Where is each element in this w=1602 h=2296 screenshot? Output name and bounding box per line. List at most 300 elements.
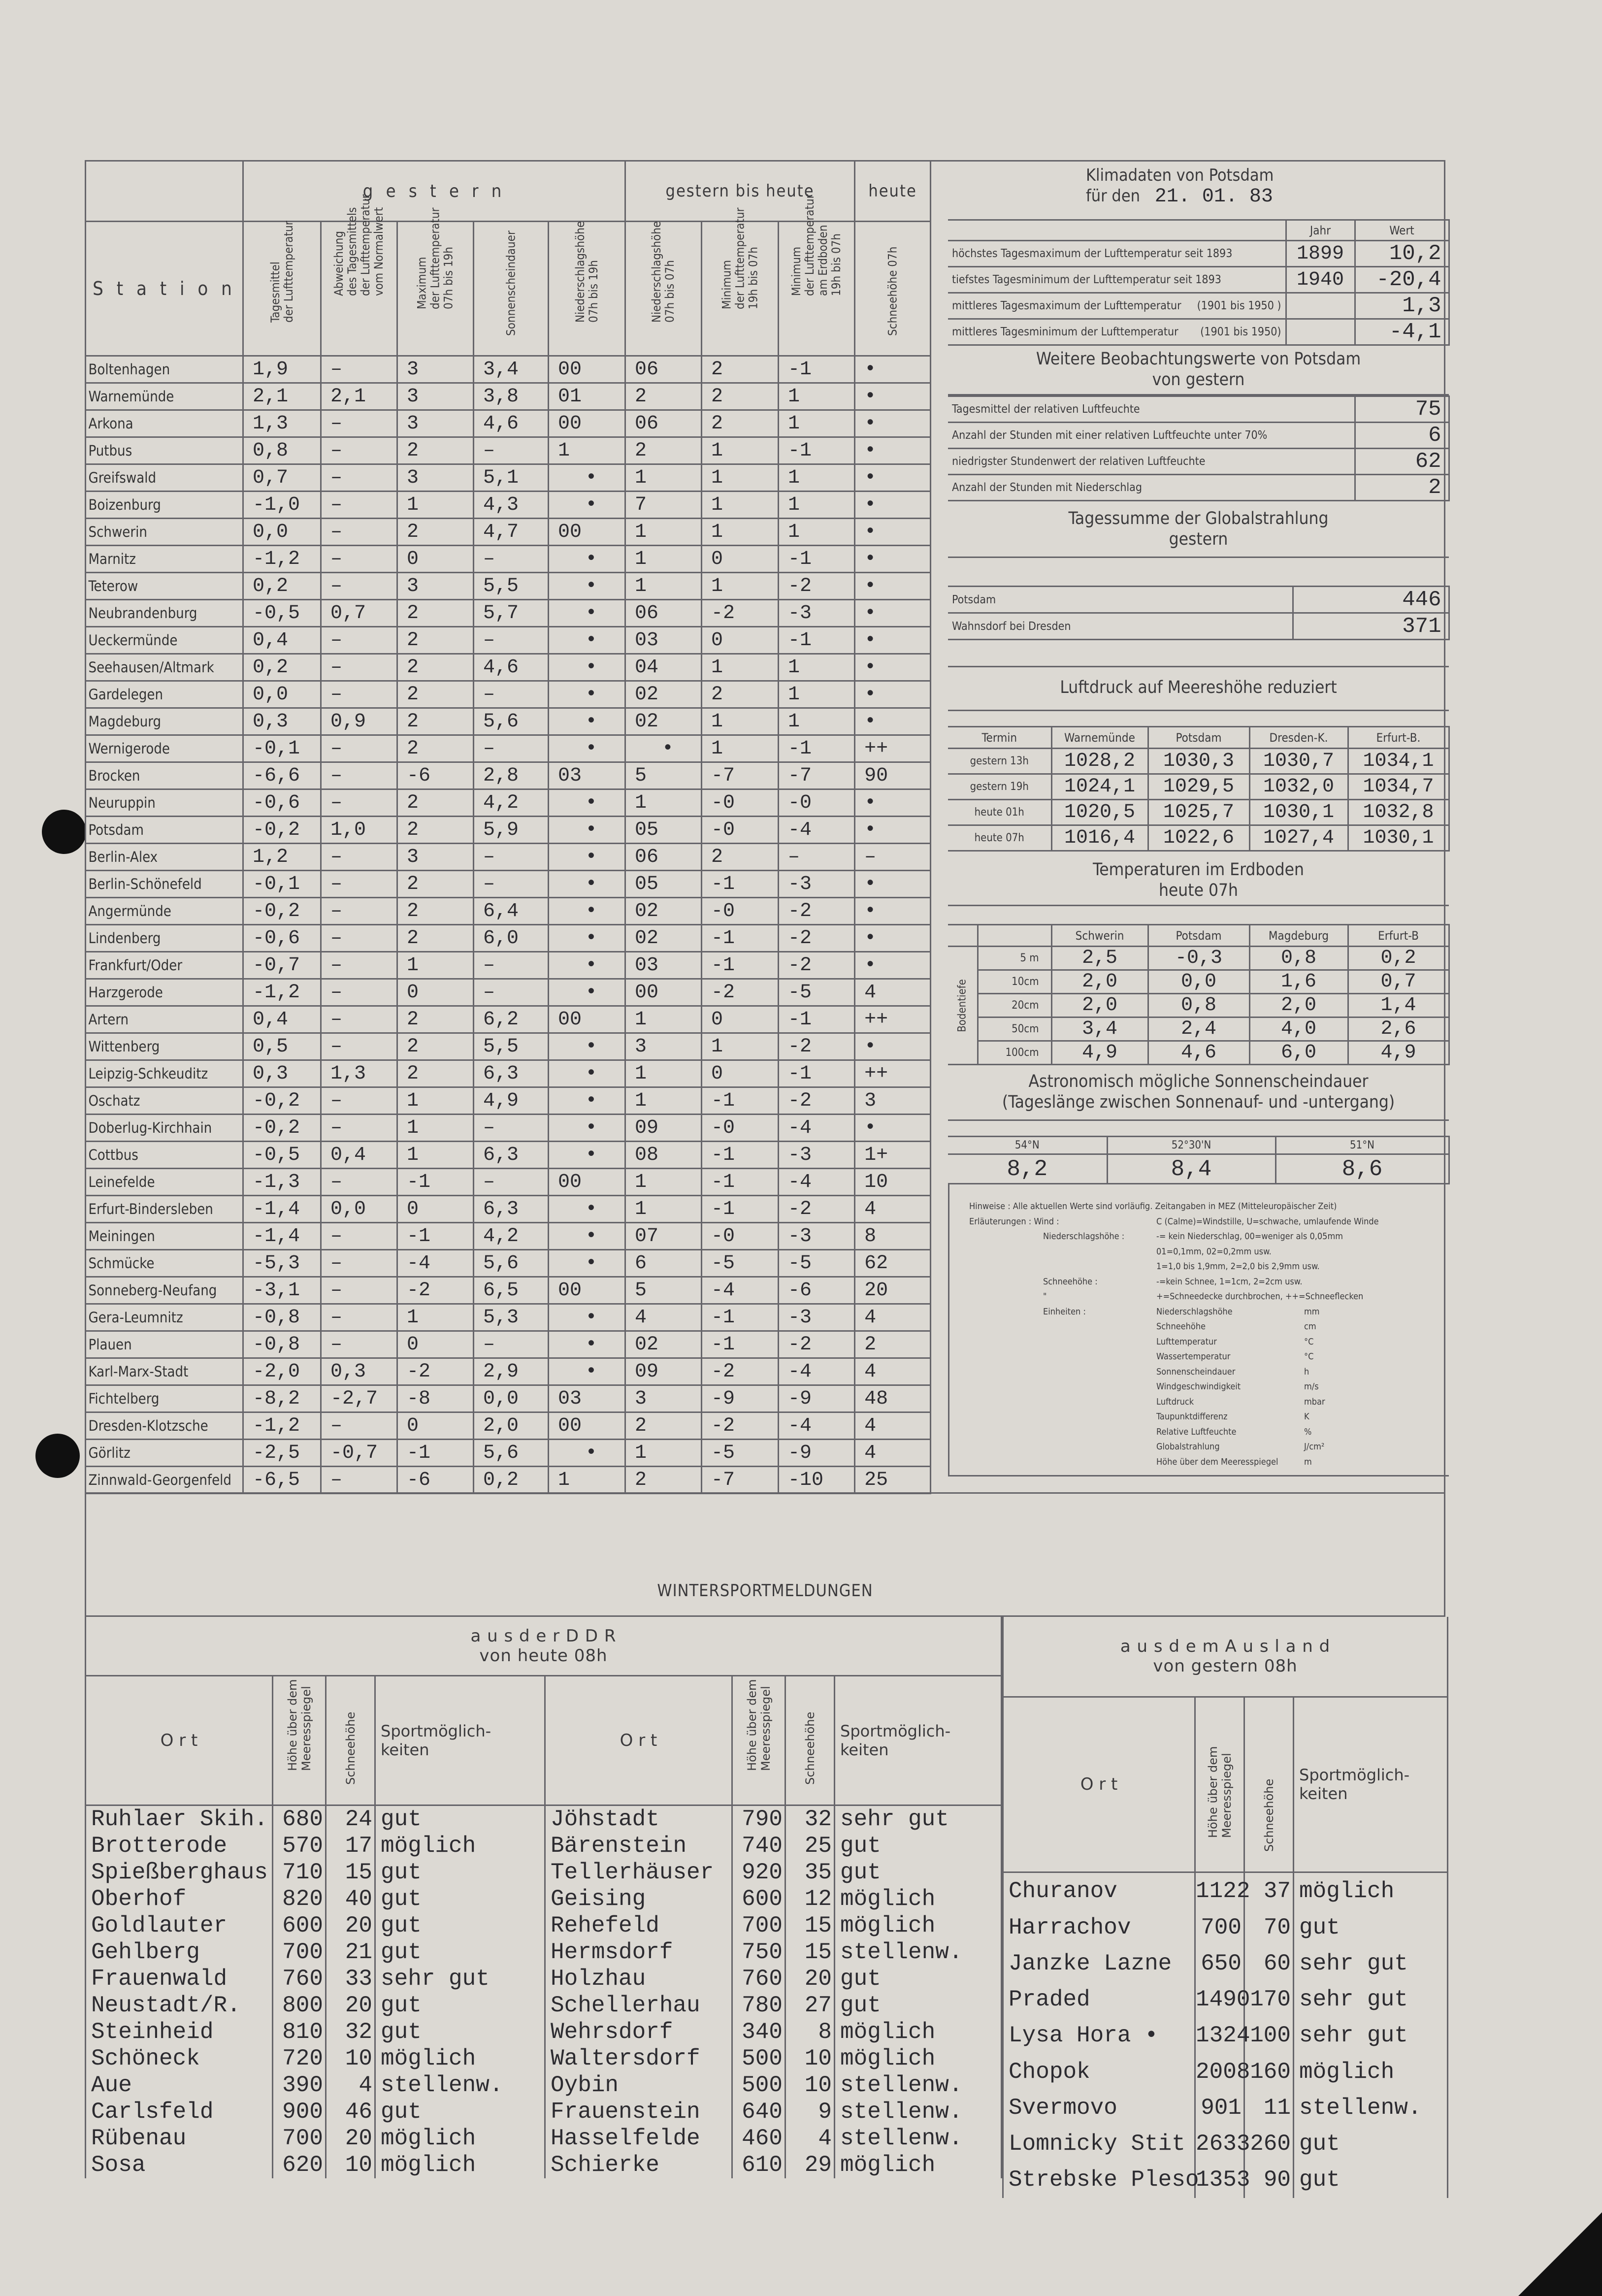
table-cell: 1 [625, 1440, 702, 1467]
number-cell: 70 [1244, 1909, 1294, 1945]
hinweis-text: Taupunktdifferenz [1156, 1411, 1228, 1422]
hinweis-line [949, 1214, 1447, 1230]
number-cell: 740 [732, 1833, 785, 1859]
sonne-value: 8,4 [1107, 1154, 1275, 1184]
table-row [86, 1169, 931, 1196]
table-cell: • [855, 654, 931, 681]
wintersport-row [86, 2019, 1002, 2045]
sonne-header-cell: 51°N [1275, 1137, 1449, 1154]
table-cell: 6,3 [474, 1196, 549, 1223]
number-cell: 1353 [1195, 2162, 1244, 2198]
sport-value: gut [1294, 2126, 1448, 2162]
table-cell: 2 [702, 383, 779, 410]
hinweis-unit: °C [1304, 1336, 1314, 1347]
number-cell: 170 [1244, 1982, 1294, 2018]
table-cell: 1 [702, 437, 779, 464]
col-header: Niederschlagshöhe 07h bis 07h [625, 222, 702, 356]
global-label: Potsdam [948, 587, 1293, 613]
number-cell: 10 [326, 2045, 375, 2072]
hinweis-unit: K [1304, 1411, 1309, 1422]
table-row [86, 979, 931, 1006]
table-row [86, 817, 931, 844]
sport-value: möglich [835, 2045, 1002, 2072]
table-cell: 1+ [855, 1142, 931, 1169]
table-cell: – [321, 356, 397, 383]
table-cell: • [549, 1087, 625, 1115]
table-cell: -5,3 [243, 1250, 321, 1277]
table-cell: • [549, 1358, 625, 1385]
hinweis-unit: h [1304, 1366, 1309, 1377]
global-row [948, 613, 1449, 640]
table-cell: – [321, 1331, 397, 1358]
luftdruck-value: 1025,7 [1148, 800, 1249, 825]
sport-value: gut [375, 2099, 545, 2125]
table-cell: – [321, 654, 397, 681]
table-row [86, 1358, 931, 1385]
table-cell: -1,4 [243, 1196, 321, 1223]
number-cell: 100 [1244, 2018, 1294, 2054]
table-cell: 0 [397, 546, 474, 573]
station-name: Berlin-Schönefeld [86, 871, 243, 898]
sport-value: möglich [1294, 1872, 1448, 1909]
sport-value: möglich [375, 2125, 545, 2152]
table-cell: 5,9 [474, 817, 549, 844]
table-cell: 1,3 [321, 1060, 397, 1087]
table-cell: – [321, 1115, 397, 1142]
station-name: Zinnwald-Georgenfeld [86, 1467, 243, 1494]
klimadaten-label [948, 241, 1286, 267]
wintersport-title: WINTERSPORTMELDUNGEN [85, 1566, 1445, 1617]
ort-name: Hermsdorf [545, 1939, 732, 1966]
hinweis-text: -=kein Schnee, 1=1cm, 2=2cm usw. [1156, 1276, 1303, 1287]
table-cell: -2 [779, 925, 855, 952]
table-cell: 4 [855, 1196, 931, 1223]
erdboden-header-cell: Magdeburg [1249, 925, 1348, 947]
luftdruck-value: 1030,1 [1249, 800, 1348, 825]
table-cell: – [474, 681, 549, 708]
table-cell: 0,0 [243, 519, 321, 546]
erdboden-row [948, 1041, 1449, 1065]
table-cell: 5,6 [474, 708, 549, 735]
table-cell: -1 [397, 1223, 474, 1250]
number-cell: 570 [273, 1833, 326, 1859]
table-cell: • [549, 1142, 625, 1169]
table-cell: 4 [855, 1358, 931, 1385]
hinweis-text: +=Schneedecke durchbrochen, ++=Schneeflecken [1156, 1291, 1364, 1302]
hinweis-text: Höhe über dem Meeresspiegel [1156, 1456, 1278, 1467]
ort-name: Steinheid [86, 2019, 273, 2045]
luftdruck-header-cell: Potsdam [1148, 727, 1249, 749]
number-cell: 15 [785, 1939, 835, 1966]
ort-name: Gehlberg [86, 1939, 273, 1966]
table-cell: 3 [397, 464, 474, 492]
table-row [86, 1006, 931, 1033]
number-cell: 15 [326, 1859, 375, 1886]
station-name: Lindenberg [86, 925, 243, 952]
col-header: Minimum der Lufttemperatur 19h bis 07h [702, 222, 779, 356]
col-header: Tagesmittel der Lufttemperatur [243, 222, 321, 356]
table-row [86, 654, 931, 681]
klimadaten-year [1286, 293, 1355, 319]
table-cell: – [321, 492, 397, 519]
table-cell: -2 [779, 1033, 855, 1060]
table-cell: • [855, 437, 931, 464]
number-cell: 780 [732, 1992, 785, 2019]
hinweis-unit: m [1304, 1456, 1312, 1467]
erdboden-side-text: Bodentiefe [956, 979, 969, 1032]
sport-value: stellenw. [835, 2125, 1002, 2152]
erdboden-value: 2,0 [1249, 994, 1348, 1017]
erdboden-header-cell: Potsdam [1148, 925, 1249, 947]
table-cell: 5,1 [474, 464, 549, 492]
station-name: Warnemünde [86, 383, 243, 410]
table-cell: 1,2 [243, 844, 321, 871]
sport-value: sehr gut [375, 1966, 545, 1992]
wintersport-row [86, 1992, 1002, 2019]
table-cell: • [549, 1115, 625, 1142]
table-cell: 08 [625, 1142, 702, 1169]
table-cell: -1 [702, 1196, 779, 1223]
number-cell: 20 [326, 1912, 375, 1939]
table-cell: 2 [397, 925, 474, 952]
table-row [86, 789, 931, 817]
table-cell: -2 [702, 979, 779, 1006]
klimadaten-label [948, 319, 1286, 345]
table-cell: 1 [702, 464, 779, 492]
klimadaten-value: -20,4 [1355, 267, 1449, 293]
hinweis-line [949, 1349, 1447, 1365]
table-row [86, 681, 931, 708]
number-cell: 46 [326, 2099, 375, 2125]
table-cell: -9 [702, 1385, 779, 1412]
table-cell: 0,0 [474, 1385, 549, 1412]
table-cell: 2,1 [321, 383, 397, 410]
station-name: Marnitz [86, 546, 243, 573]
table-cell: 2 [397, 681, 474, 708]
erdboden-row [948, 1017, 1449, 1041]
table-cell: – [321, 735, 397, 762]
table-row [86, 573, 931, 600]
table-cell: • [549, 979, 625, 1006]
table-cell: 00 [549, 1006, 625, 1033]
table-cell: 6,5 [474, 1277, 549, 1304]
table-cell: 1 [625, 546, 702, 573]
schnee-header [1244, 1697, 1294, 1872]
table-cell: • [855, 464, 931, 492]
table-cell: 0,0 [321, 1196, 397, 1223]
hinweis-text: Schneehöhe [1156, 1321, 1206, 1332]
ort-name: Svermovo [1003, 2090, 1195, 2126]
ort-name: Rübenau [86, 2125, 273, 2152]
wintersport-row [86, 2072, 1002, 2099]
erdboden-depth: 20cm [978, 994, 1051, 1017]
sport-value: gut [835, 1966, 1002, 1992]
table-cell: -2,5 [243, 1440, 321, 1467]
table-cell: -3,1 [243, 1277, 321, 1304]
table-cell: 1 [779, 681, 855, 708]
table-cell: 0,4 [243, 1006, 321, 1033]
table-cell: – [321, 1223, 397, 1250]
table-cell: • [855, 952, 931, 979]
hinweis-text: Luftdruck [1156, 1396, 1194, 1407]
erdboden-header [948, 852, 1449, 906]
table-cell: 2 [397, 1033, 474, 1060]
table-cell: • [549, 952, 625, 979]
hoehe-header [273, 1676, 326, 1805]
table-cell: – [474, 546, 549, 573]
table-cell: -2 [779, 1196, 855, 1223]
table-cell: – [321, 762, 397, 789]
hinweis-line [949, 1259, 1447, 1275]
table-cell: 2 [702, 356, 779, 383]
table-cell: -1 [779, 627, 855, 654]
global-label: Wahnsdorf bei Dresden [948, 613, 1293, 640]
sonne-table [948, 1136, 1450, 1184]
erdboden-value: 4,0 [1249, 1017, 1348, 1041]
wintersport-row [86, 2125, 1002, 2152]
table-cell: -3 [779, 871, 855, 898]
table-row [86, 546, 931, 573]
table-cell: • [549, 464, 625, 492]
hoehe-header-text: Höhe über dem Meeresspiegel [1206, 1746, 1234, 1838]
sport-value: möglich [835, 2019, 1002, 2045]
hinweis-line [949, 1440, 1447, 1455]
table-cell: • [549, 654, 625, 681]
ort-name: Oberhof [86, 1886, 273, 1912]
erdboden-depth: 50cm [978, 1017, 1051, 1041]
table-cell: • [625, 735, 702, 762]
number-cell: 600 [273, 1912, 326, 1939]
hinweis-text: Sonnenscheindauer [1156, 1366, 1236, 1377]
table-cell: – [321, 844, 397, 871]
table-cell: -0 [779, 789, 855, 817]
hinweis-label: Niederschlagshöhe : [1043, 1231, 1125, 1242]
table-cell: 1,0 [321, 817, 397, 844]
erdboden-value: 2,6 [1348, 1017, 1449, 1041]
sport-value: gut [1294, 2162, 1448, 2198]
station-name: Ueckermünde [86, 627, 243, 654]
schnee-header [326, 1676, 375, 1805]
erdboden-depth: 10cm [978, 970, 1051, 994]
number-cell: 500 [732, 2045, 785, 2072]
luftdruck-value: 1030,3 [1148, 749, 1249, 774]
number-cell: 4 [326, 2072, 375, 2099]
table-cell: 07 [625, 1223, 702, 1250]
klimadaten-range: (1901 bis 1950 ) [1197, 299, 1281, 312]
number-cell: 700 [732, 1912, 785, 1939]
table-cell: 1 [625, 1196, 702, 1223]
table-cell: 2 [397, 789, 474, 817]
erdboden-corner [948, 925, 978, 947]
sport-value: sehr gut [1294, 1982, 1448, 2018]
schnee-header-text: Schneehöhe [1262, 1779, 1276, 1852]
table-cell: 00 [549, 519, 625, 546]
table-cell: 6,4 [474, 898, 549, 925]
table-cell: 25 [855, 1467, 931, 1494]
number-cell: 10 [326, 2152, 375, 2178]
table-row [86, 952, 931, 979]
station-name: Doberlug-Kirchhain [86, 1115, 243, 1142]
table-cell: -10 [779, 1467, 855, 1494]
erdboden-value: 2,4 [1148, 1017, 1249, 1041]
station-name: Potsdam [86, 817, 243, 844]
station-name: Magdeburg [86, 708, 243, 735]
wintersport-row [86, 1966, 1002, 1992]
table-cell: 2 [625, 1412, 702, 1440]
table-row [86, 1440, 931, 1467]
table-row [86, 1142, 931, 1169]
table-cell: – [474, 735, 549, 762]
table-cell: 1 [779, 519, 855, 546]
table-cell: -1 [702, 952, 779, 979]
table-cell: -1 [702, 1142, 779, 1169]
klimadaten-value: 1,3 [1355, 293, 1449, 319]
table-cell: 6,0 [474, 925, 549, 952]
luftdruck-termin: gestern 13h [948, 749, 1051, 774]
luftdruck-header-cell: Erfurt-B. [1348, 727, 1449, 749]
ort-name: Oybin [545, 2072, 732, 2099]
luftdruck-value: 1029,5 [1148, 774, 1249, 800]
global-value: 371 [1293, 613, 1449, 640]
table-cell: -3 [779, 1142, 855, 1169]
station-name: Greifswald [86, 464, 243, 492]
table-cell: • [855, 410, 931, 437]
table-cell: 6 [625, 1250, 702, 1277]
klimadaten-label [948, 267, 1286, 293]
table-cell: 4,9 [474, 1087, 549, 1115]
sport-value: sehr gut [1294, 2018, 1448, 2054]
number-cell: 810 [273, 2019, 326, 2045]
number-cell: 25 [785, 1833, 835, 1859]
table-cell: 20 [855, 1277, 931, 1304]
table-cell: -1 [702, 1304, 779, 1331]
table-cell: – [321, 1006, 397, 1033]
table-cell: -2,7 [321, 1385, 397, 1412]
ort-header: O r t [1003, 1697, 1195, 1872]
table-cell: 1 [397, 952, 474, 979]
wintersport-row [1003, 2162, 1448, 2198]
number-cell: 340 [732, 2019, 785, 2045]
number-cell: 32 [326, 2019, 375, 2045]
ort-name: Geising [545, 1886, 732, 1912]
station-name: Putbus [86, 437, 243, 464]
hinweis-unit: cm [1304, 1321, 1316, 1332]
table-cell: -1 [702, 925, 779, 952]
table-cell: 1 [397, 1304, 474, 1331]
weitere-subtitle: von gestern [1152, 370, 1245, 390]
table-cell: 5,3 [474, 1304, 549, 1331]
table-cell: 01 [549, 383, 625, 410]
table-cell: 2 [397, 898, 474, 925]
number-cell: 33 [326, 1966, 375, 1992]
table-cell: 1 [625, 519, 702, 546]
weitere-row [948, 449, 1449, 475]
sport-value: gut [835, 1859, 1002, 1886]
table-cell: -4 [779, 1412, 855, 1440]
number-cell: 11 [1244, 2090, 1294, 2126]
table-cell: -0,1 [243, 735, 321, 762]
station-name: Artern [86, 1006, 243, 1033]
klimadaten-col-year: Jahr [1286, 220, 1355, 241]
hoehe-header [732, 1676, 785, 1805]
hinweis-unit: mbar [1304, 1396, 1325, 1407]
number-cell: 720 [273, 2045, 326, 2072]
table-cell: • [855, 356, 931, 383]
station-name: Boltenhagen [86, 356, 243, 383]
luftdruck-header-cell: Warnemünde [1051, 727, 1148, 749]
table-row [86, 410, 931, 437]
weitere-row [948, 475, 1449, 501]
klimadaten-for: für den [1086, 186, 1141, 206]
table-cell: 09 [625, 1358, 702, 1385]
table-cell: -2 [779, 1087, 855, 1115]
weitere-table [948, 395, 1450, 501]
erdboden-side-label [948, 947, 978, 1065]
number-cell: 8 [785, 2019, 835, 2045]
table-cell: 03 [625, 952, 702, 979]
klimadaten-row [948, 293, 1449, 319]
luftdruck-termin: heute 07h [948, 825, 1051, 851]
table-cell: 0 [397, 1196, 474, 1223]
table-cell: 06 [625, 356, 702, 383]
table-cell: -0,7 [321, 1440, 397, 1467]
table-cell: 2,9 [474, 1358, 549, 1385]
ort-name: Waltersdorf [545, 2045, 732, 2072]
hinweis-text: 1=1,0 bis 1,9mm, 2=2,0 bis 2,9mm usw. [1156, 1261, 1320, 1272]
table-cell: • [855, 492, 931, 519]
table-cell: • [549, 1304, 625, 1331]
luftdruck-value: 1024,1 [1051, 774, 1148, 800]
sport-value: gut [835, 1833, 1002, 1859]
table-cell: 4 [855, 1440, 931, 1467]
table-cell: -6,5 [243, 1467, 321, 1494]
table-cell: 1 [779, 410, 855, 437]
table-cell: -1 [779, 356, 855, 383]
table-cell: 04 [625, 654, 702, 681]
ort-name: Neustadt/R. [86, 1992, 273, 2019]
table-cell: 1 [702, 492, 779, 519]
table-row [86, 898, 931, 925]
sport-value: gut [375, 1912, 545, 1939]
table-cell: 5,6 [474, 1440, 549, 1467]
col-header: Niederschlagshöhe 07h bis 19h [549, 222, 625, 356]
table-cell: 00 [549, 1169, 625, 1196]
wintersport-row [1003, 1909, 1448, 1945]
hinweis-line [949, 1319, 1447, 1335]
table-cell: -0,2 [243, 1087, 321, 1115]
table-cell: 2 [397, 708, 474, 735]
wintersport-row [86, 1805, 1002, 1833]
table-cell: -0 [702, 1115, 779, 1142]
weitere-label: Anzahl der Stunden mit Niederschlag [948, 475, 1355, 501]
table-cell: – [474, 437, 549, 464]
sport-header: Sportmöglich- keiten [1294, 1697, 1448, 1872]
table-cell: 2 [397, 627, 474, 654]
klimadaten-col-value: Wert [1355, 220, 1449, 241]
table-cell: 1 [625, 1087, 702, 1115]
number-cell: 750 [732, 1939, 785, 1966]
table-cell: • [549, 1440, 625, 1467]
ort-name: Sosa [86, 2152, 273, 2178]
table-cell: -0,2 [243, 898, 321, 925]
table-cell: 4,6 [474, 410, 549, 437]
table-cell: -9 [779, 1440, 855, 1467]
station-name: Neubrandenburg [86, 600, 243, 627]
table-cell: 5 [625, 762, 702, 789]
table-cell: 0 [702, 627, 779, 654]
station-name: Brocken [86, 762, 243, 789]
table-cell: • [855, 1115, 931, 1142]
